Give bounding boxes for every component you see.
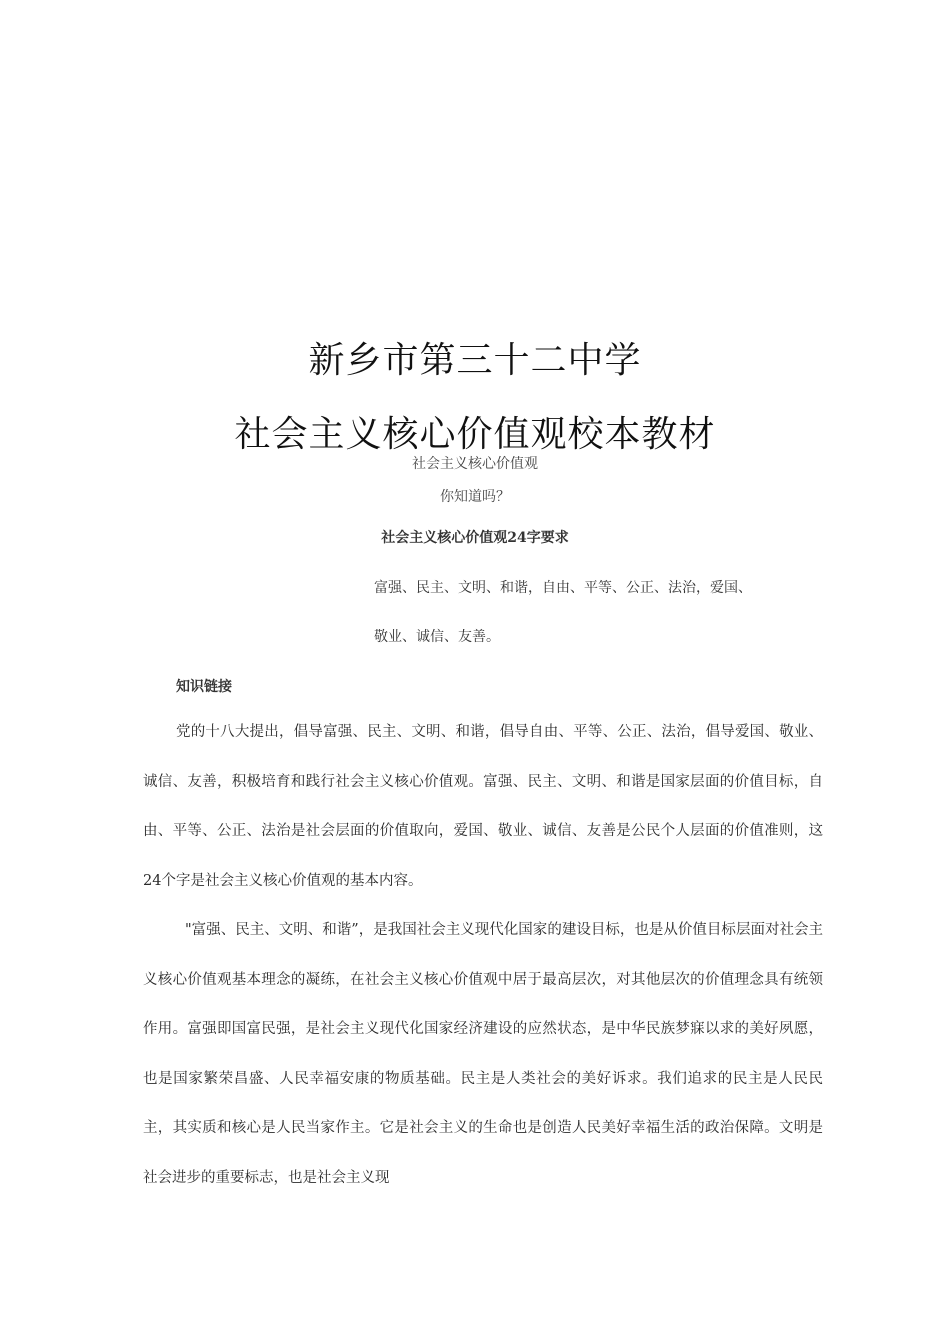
section-heading: 知识链接 <box>176 679 232 695</box>
body-paragraph: 党的十八大提出，倡导富强、民主、文明、和谐，倡导自由、平等、公正、法治，倡导爱国、敬业、诚信、友善，积极培育和践行社会主义核心价值观。富强、民主、文明、和谐是国家层面的价值目标，自由、平等、公正、法治是社会层面的价值取向，爱国、敬业、诚信、友善是公民个人层面的价值准则，这24个字是社会主义核心价值观的基本内容。 <box>143 724 823 889</box>
subtitle: 社会主义核心价值观 <box>412 456 538 472</box>
textbook-title: 社会主义核心价值观校本教材 <box>234 414 716 455</box>
requirements-line: 敬业、诚信、友善。 <box>374 629 500 645</box>
question-text: 你知道吗？ <box>440 489 510 505</box>
requirements-line: 富强、民主、文明、和谐，自由、平等、公正、法治，爱国、 <box>374 580 752 596</box>
school-title: 新乡市第三十二中学 <box>308 340 642 381</box>
requirements-heading: 社会主义核心价值观24字要求 <box>381 530 569 546</box>
body-paragraph: "富强、民主、文明、和谐”，是我国社会主义现代化国家的建设目标，也是从价值目标层面对社会主义核心价值观基本理念的凝练，在社会主义核心价值观中居于最高层次，对其他层次的价值理念具有统领作用。富强即国富民强，是社会主义现代化国家经济建设的应然状态，是中华民族梦寐以求的美好夙愿，也是国家繁荣昌盛、人民幸福安康的物质基础。民主是人类社会的美好诉求。我们追求的民主是人民民主，其实质和核心是人民当家作主。它是社会主义的生命也是创造人民美好幸福生活的政治保障。文明是社会进步的重要标志，也是社会主义现 <box>143 922 823 1186</box>
